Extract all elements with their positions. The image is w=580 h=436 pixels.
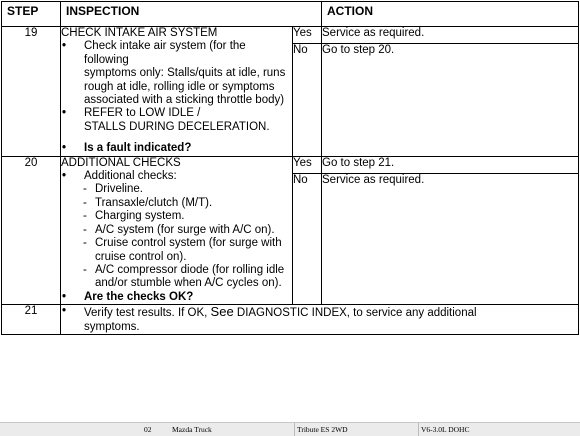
question-text: Are the checks OK?	[84, 290, 194, 303]
index-text: DIAGNOSTIC INDEX, to service any additional	[233, 307, 477, 320]
check-item: - A/C system (for surge with A/C on).	[83, 223, 275, 236]
footer-make: Mazda Truck	[172, 425, 212, 434]
bullet-icon: •	[62, 107, 67, 120]
step-header: STEP	[2, 2, 61, 27]
question-item	[61, 142, 292, 155]
footer-page: 02	[144, 425, 152, 434]
status-footer	[0, 422, 580, 436]
bullet-item	[61, 40, 292, 107]
step-number: 20	[2, 156, 61, 304]
check-item: - Driveline.	[83, 183, 143, 196]
bullet-text: Additional checks:	[84, 170, 177, 183]
step-20-inspection	[61, 156, 293, 304]
step-number: 19	[2, 27, 61, 157]
question-text: Is a fault indicated?	[84, 142, 192, 155]
refer-text: STALLS DURING DECELERATION.	[84, 120, 270, 133]
step-number: 21	[2, 305, 61, 335]
check-item: - Transaxle/clutch (M/T).	[83, 196, 213, 209]
step-19-yes-row	[2, 27, 579, 44]
verify-text: Verify test results. If OK,	[84, 307, 211, 320]
step-21-row	[2, 305, 579, 335]
step-20-yes-row	[2, 156, 579, 174]
bullet-icon: •	[62, 142, 67, 155]
step-21-inspection	[61, 305, 579, 335]
bullet-item	[61, 305, 578, 334]
step-19-inspection	[61, 27, 293, 157]
verify-text-cont: symptoms.	[84, 320, 140, 333]
inspection-header: INSPECTION	[61, 2, 322, 27]
yes-action: Service as required.	[322, 27, 579, 44]
no-action: Go to step 20.	[322, 44, 579, 157]
check-item: - A/C compressor diode (for rolling idle and/or stumble when A/C cycles on).	[83, 263, 285, 290]
action-header: ACTION	[322, 2, 579, 27]
bullet-icon: •	[62, 40, 67, 53]
yes-label: Yes	[293, 27, 322, 44]
bullet-text: rough at idle, rolling idle or symptoms	[84, 80, 275, 93]
footer-model: Tribute ES 2WD	[297, 425, 348, 434]
step-title: CHECK INTAKE AIR SYSTEM	[61, 27, 218, 39]
no-label: No	[293, 174, 322, 305]
bullet-item	[61, 170, 292, 183]
footer-engine: V6-3.0L DOHC	[421, 425, 470, 434]
yes-label: Yes	[293, 156, 322, 174]
diagnostic-table	[1, 1, 579, 335]
step-title: ADDITIONAL CHECKS	[61, 156, 181, 169]
check-item: - Charging system.	[83, 210, 185, 223]
bullet-icon: •	[62, 170, 67, 183]
bullet-icon: •	[62, 305, 67, 318]
refer-text: REFER to LOW IDLE /	[84, 107, 201, 120]
no-label: No	[293, 44, 322, 157]
bullet-text: symptoms only: Stalls/quits at idle, runs	[84, 67, 286, 80]
header-row	[2, 2, 579, 27]
bullet-text: Check intake air system (for the following	[84, 40, 246, 66]
question-item	[61, 291, 292, 304]
bullet-icon: •	[62, 290, 67, 303]
see-link[interactable]: See	[210, 304, 234, 320]
bullet-text: associated with a sticking throttle body)	[84, 94, 285, 107]
bullet-item	[61, 107, 292, 134]
yes-action: Go to step 21.	[322, 156, 579, 174]
no-action: Service as required.	[322, 174, 579, 305]
check-item: - Cruise control system (for surge with cruise control on).	[83, 237, 282, 263]
